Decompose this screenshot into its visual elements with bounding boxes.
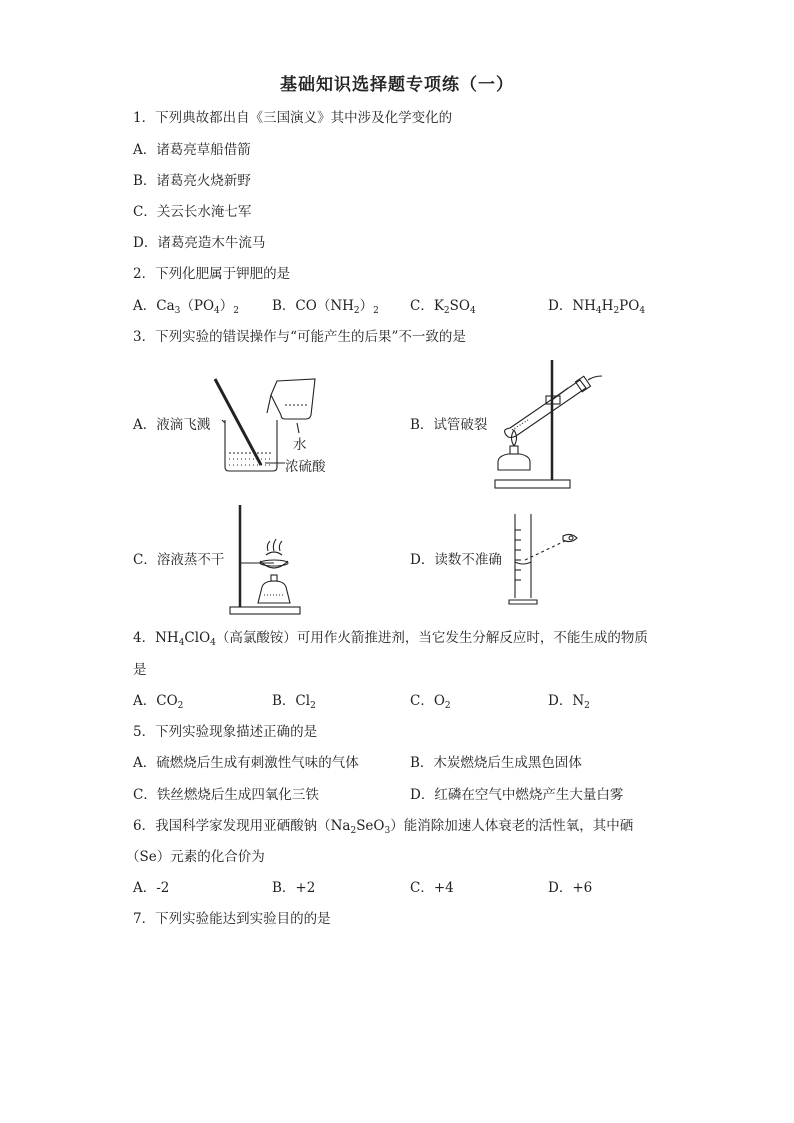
question-5-option-c[interactable]: C．铁丝燃烧后生成四氧化三铁: [133, 787, 319, 803]
question-4-option-c[interactable]: C．$O_2$: [410, 693, 451, 711]
evaporation-figure: [228, 503, 308, 615]
question-6-option-c[interactable]: C．+4: [410, 880, 454, 896]
page-title: 基础知识选择题专项练（一）: [280, 75, 514, 95]
question-1-option-b[interactable]: B．诸葛亮火烧新野: [133, 173, 251, 189]
question-3-option-c[interactable]: C．溶液蒸不干: [133, 552, 225, 568]
question-1-option-c[interactable]: C．关云长水淹七军: [133, 204, 252, 220]
question-4-stem-continued: 是: [133, 662, 147, 678]
question-5-stem: 5．下列实验现象描述正确的是: [133, 724, 318, 740]
question-6-stem-continued: （Se）元素的化合价为: [126, 849, 265, 865]
question-6-option-d[interactable]: D．+6: [548, 880, 593, 896]
question-2-option-b[interactable]: B．$CO(NH_2)_2$: [272, 298, 379, 316]
question-5-option-b[interactable]: B．木炭燃烧后生成黑色固体: [410, 755, 582, 771]
question-4-option-b[interactable]: B．$Cl_2$: [272, 693, 316, 711]
question-2-stem: 2．下列化肥属于钾肥的是: [133, 266, 291, 282]
question-2-option-d[interactable]: D．$NH_4H_2PO_4$: [548, 298, 646, 316]
question-3-option-a[interactable]: A．液滴飞溅: [133, 417, 211, 433]
question-3-option-b[interactable]: B．试管破裂: [410, 417, 488, 433]
question-1-stem: 1．下列典故都出自《三国演义》其中涉及化学变化的: [133, 110, 453, 126]
heating-test-tube-figure: [490, 358, 605, 490]
question-6-option-a[interactable]: A．-2: [133, 880, 170, 896]
question-4-option-a[interactable]: A．$CO_2$: [133, 693, 184, 711]
question-4-option-d[interactable]: D．$N_2$: [548, 693, 590, 711]
graduated-cylinder-figure: [505, 510, 585, 606]
question-3-stem: 3．下列实验的错误操作与“可能产生的后果”不一致的是: [133, 329, 466, 345]
question-5-option-d[interactable]: D．红磷在空气中燃烧产生大量白雾: [410, 787, 624, 803]
question-2-option-a[interactable]: A．$Ca_3(PO_4)_2$: [133, 298, 239, 316]
label-water: 水: [293, 437, 307, 453]
question-4-stem: 4．$NH_4ClO_4$（高氯酸铵）可用作火箭推进剂，当它发生分解反应时，不能生成的物质: [133, 630, 648, 648]
question-1-option-d[interactable]: D．诸葛亮造木牛流马: [133, 235, 266, 251]
question-6-stem: 6．我国科学家发现用亚硒酸钠$(Na_2SeO_3)$能消除加速人体衰老的活性氧，其中硒: [133, 818, 634, 836]
question-1-option-a[interactable]: A．诸葛亮草船借箭: [133, 142, 251, 158]
question-2-option-c[interactable]: C．$K_2SO_4$: [410, 298, 476, 316]
label-concentrated-sulfuric-acid: 浓硫酸: [285, 459, 326, 475]
question-5-option-a[interactable]: A．硫燃烧后生成有刺激性气味的气体: [133, 755, 359, 771]
question-7-stem: 7．下列实验能达到实验目的的是: [133, 911, 331, 927]
question-3-option-d[interactable]: D．读数不准确: [410, 552, 502, 568]
question-6-option-b[interactable]: B．+2: [272, 880, 316, 896]
